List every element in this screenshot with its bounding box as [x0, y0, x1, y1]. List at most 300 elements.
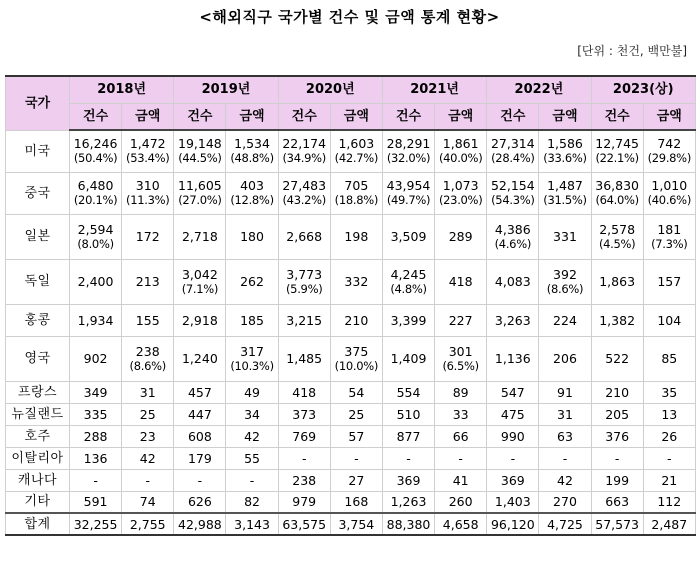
cell-value: 3,042 [181, 266, 218, 282]
cell-value: 172 [135, 229, 160, 244]
header-year: 2023(상) [591, 76, 695, 103]
cell-amount [226, 259, 278, 304]
header-country: 국가 [6, 76, 70, 130]
cell-amount [226, 403, 278, 425]
cell-value: 35 [661, 384, 678, 400]
table-row [6, 381, 696, 403]
cell-value: 23 [139, 428, 156, 444]
cell-amount [330, 491, 382, 513]
cell-amount [122, 513, 174, 535]
cell-value: - [406, 450, 411, 466]
cell-amount [330, 336, 382, 381]
cell-count [487, 381, 539, 403]
cell-value: 2,718 [181, 229, 218, 244]
cell-count [70, 259, 122, 304]
cell-value: 55 [244, 450, 260, 466]
cell-share: (48.8%) [230, 151, 274, 166]
cell-value: 457 [187, 384, 212, 400]
cell-value: 91 [557, 384, 573, 400]
table-row [6, 447, 696, 469]
cell-value: 31 [139, 384, 156, 400]
cell-share: (49.7%) [386, 193, 431, 207]
cell-count [278, 214, 330, 259]
cell-amount [226, 381, 278, 403]
cell-value: 373 [292, 406, 317, 422]
table-row [6, 130, 696, 172]
row-country: 합계 [6, 513, 70, 535]
cell-value: 2,400 [77, 274, 114, 289]
cell-value: 475 [500, 406, 525, 422]
cell-share: (32.0%) [386, 151, 431, 166]
cell-value: 27 [348, 472, 365, 488]
cell-value: 11,605 [178, 178, 222, 193]
row-country: 영국 [6, 336, 70, 381]
cell-amount [643, 491, 695, 513]
table-row [6, 491, 696, 513]
cell-amount [330, 403, 382, 425]
cell-value: 522 [605, 351, 630, 366]
cell-count [487, 259, 539, 304]
cell-value: 392 [553, 266, 577, 282]
cell-count [278, 259, 330, 304]
cell-value: 42 [139, 450, 156, 466]
cell-value: 262 [240, 274, 264, 289]
cell-amount [122, 447, 174, 469]
cell-count [591, 469, 643, 491]
cell-value: 301 [448, 343, 473, 359]
cell-value: - [667, 450, 672, 466]
cell-value: 626 [187, 494, 212, 510]
header-count: 건수 [382, 103, 434, 130]
cell-amount [643, 469, 695, 491]
cell-value: 1,586 [547, 136, 583, 152]
cell-count [278, 425, 330, 447]
cell-value: 1,472 [129, 136, 166, 152]
cell-count [382, 425, 434, 447]
cell-count [278, 469, 330, 491]
table-row [6, 172, 696, 214]
cell-value: 41 [452, 472, 469, 488]
cell-amount [435, 259, 487, 304]
cell-value: 979 [292, 494, 317, 510]
cell-value: 2,578 [599, 221, 636, 237]
cell-amount [330, 425, 382, 447]
cell-count [487, 336, 539, 381]
header-count: 건수 [174, 103, 226, 130]
header-year: 2021년 [382, 76, 486, 103]
unit-note: [단위 : 천건, 백만불] [577, 44, 687, 58]
cell-value: 25 [139, 406, 156, 422]
cell-value: 369 [500, 472, 525, 488]
row-country: 홍콩 [6, 304, 70, 336]
cell-value: - [145, 472, 150, 488]
cell-share: (23.0%) [438, 193, 483, 207]
cell-value: 2,755 [129, 516, 166, 532]
cell-count [382, 336, 434, 381]
cell-amount [330, 447, 382, 469]
cell-value: 16,246 [73, 136, 118, 152]
cell-amount [122, 130, 174, 172]
cell-value: 349 [83, 384, 108, 400]
cell-value: 104 [657, 312, 682, 328]
cell-value: 210 [344, 312, 369, 328]
cell-share: (10.3%) [230, 358, 274, 373]
cell-value: 238 [292, 472, 317, 488]
cell-amount [226, 447, 278, 469]
cell-value: 33 [452, 406, 469, 422]
cell-value: 181 [657, 221, 682, 237]
cell-amount [330, 172, 382, 214]
cell-share: (40.6%) [647, 193, 691, 207]
cell-value: 742 [657, 136, 682, 152]
cell-amount [643, 447, 695, 469]
cell-amount [643, 172, 695, 214]
table-row [6, 513, 696, 535]
table-row [6, 214, 696, 259]
cell-share: (7.1%) [181, 281, 219, 296]
cell-value: 1,603 [338, 136, 375, 152]
cell-share: (50.4%) [73, 151, 118, 166]
cell-count [278, 172, 330, 214]
cell-value: 2,594 [77, 221, 114, 237]
header-year: 2022년 [487, 76, 591, 103]
cell-count [278, 447, 330, 469]
table-body [6, 130, 696, 535]
cell-amount [122, 491, 174, 513]
cell-count [174, 336, 226, 381]
cell-amount [122, 304, 174, 336]
cell-amount [435, 469, 487, 491]
cell-value: 42 [244, 428, 260, 444]
cell-value: 4,245 [390, 266, 427, 282]
cell-value: 34 [244, 406, 260, 422]
cell-count [487, 403, 539, 425]
cell-value: 289 [448, 229, 473, 244]
cell-amount [226, 214, 278, 259]
header-year: 2018년 [70, 76, 174, 103]
cell-value: 36,830 [595, 178, 640, 193]
cell-count [70, 447, 122, 469]
cell-count [487, 130, 539, 172]
cell-value: 1,010 [651, 178, 688, 193]
cell-share: (29.8%) [647, 151, 691, 166]
cell-value: 2,918 [181, 312, 218, 328]
cell-value: 88,380 [386, 516, 431, 532]
cell-count [278, 336, 330, 381]
cell-count [70, 172, 122, 214]
header-count: 건수 [487, 103, 539, 130]
cell-value: 547 [500, 384, 525, 400]
cell-count [174, 214, 226, 259]
cell-value: - [93, 472, 98, 488]
cell-count [278, 304, 330, 336]
cell-value: - [510, 450, 516, 466]
cell-amount [643, 336, 695, 381]
cell-share: (34.9%) [282, 151, 326, 166]
cell-share: (10.0%) [334, 358, 379, 373]
cell-count [70, 130, 122, 172]
cell-value: 331 [553, 229, 577, 244]
cell-value: 375 [344, 343, 369, 359]
cell-count [174, 381, 226, 403]
cell-value: 136 [83, 450, 108, 466]
cell-count [174, 513, 226, 535]
cell-share: (4.5%) [598, 236, 636, 251]
cell-count [174, 469, 226, 491]
cell-count [278, 381, 330, 403]
cell-value: 1,073 [442, 178, 479, 193]
cell-value: 89 [452, 384, 469, 400]
cell-count [278, 491, 330, 513]
cell-value: - [562, 450, 568, 466]
stats-table [5, 75, 696, 536]
cell-share: (20.1%) [73, 193, 118, 207]
cell-amount [539, 336, 591, 381]
cell-value: 63,575 [282, 516, 327, 532]
cell-value: 260 [448, 494, 473, 510]
cell-amount [539, 259, 591, 304]
cell-amount [435, 491, 487, 513]
cell-count [382, 130, 434, 172]
header-amount: 금액 [643, 103, 695, 130]
table-row [6, 469, 696, 491]
cell-value: 63 [557, 428, 573, 444]
cell-count [70, 403, 122, 425]
cell-value: 990 [500, 428, 525, 444]
cell-value: 554 [396, 384, 421, 400]
cell-count [174, 447, 226, 469]
cell-amount [226, 172, 278, 214]
header-amount: 금액 [122, 103, 174, 130]
cell-value: 403 [240, 178, 264, 193]
cell-value: 1,263 [390, 494, 427, 510]
cell-value: - [354, 450, 359, 466]
row-country: 미국 [6, 130, 70, 172]
cell-count [70, 469, 122, 491]
cell-amount [539, 491, 591, 513]
cell-count [70, 214, 122, 259]
cell-count [382, 403, 434, 425]
cell-amount [330, 381, 382, 403]
cell-share: (6.5%) [442, 358, 479, 373]
cell-count [591, 130, 643, 172]
cell-amount [539, 447, 591, 469]
cell-amount [122, 259, 174, 304]
cell-value: 3,509 [390, 229, 427, 244]
cell-amount [330, 304, 382, 336]
cell-value: 902 [83, 351, 108, 366]
cell-amount [435, 425, 487, 447]
header-count: 건수 [591, 103, 643, 130]
cell-value: 608 [187, 428, 212, 444]
cell-value: 31 [557, 406, 573, 422]
table-row [6, 403, 696, 425]
cell-value: - [197, 472, 203, 488]
cell-value: 2,487 [651, 516, 688, 532]
cell-value: 13 [661, 406, 678, 422]
cell-amount [643, 381, 695, 403]
cell-value: 1,409 [390, 351, 427, 366]
cell-count [382, 214, 434, 259]
header-amount: 금액 [330, 103, 382, 130]
cell-value: 28,291 [386, 136, 431, 152]
cell-share: (44.5%) [178, 151, 222, 166]
cell-count [278, 513, 330, 535]
cell-count [591, 447, 643, 469]
cell-count [487, 447, 539, 469]
cell-count [591, 491, 643, 513]
cell-count [591, 403, 643, 425]
cell-count [70, 336, 122, 381]
cell-value: 27,314 [490, 136, 535, 152]
cell-amount [539, 130, 591, 172]
cell-count [382, 381, 434, 403]
cell-amount [122, 469, 174, 491]
cell-value: 1,485 [286, 351, 323, 366]
cell-count [487, 469, 539, 491]
cell-amount [539, 425, 591, 447]
cell-value: 591 [83, 494, 108, 510]
cell-value: 3,143 [234, 516, 270, 532]
cell-value: 210 [605, 384, 630, 400]
cell-count [382, 172, 434, 214]
cell-value: 112 [657, 494, 682, 510]
cell-value: 4,083 [494, 274, 531, 289]
cell-amount [226, 469, 278, 491]
row-country: 독일 [6, 259, 70, 304]
cell-value: 369 [396, 472, 421, 488]
cell-count [591, 214, 643, 259]
cell-count [174, 130, 226, 172]
cell-count [487, 513, 539, 535]
cell-share: (11.3%) [126, 193, 170, 207]
cell-value: 198 [344, 229, 369, 244]
cell-value: 96,120 [490, 516, 535, 532]
cell-count [174, 403, 226, 425]
cell-count [591, 336, 643, 381]
cell-amount [122, 403, 174, 425]
cell-count [591, 259, 643, 304]
cell-count [487, 172, 539, 214]
cell-amount [122, 214, 174, 259]
page-title: <해외직구 국가별 건수 및 금액 통계 현황> [199, 8, 500, 26]
row-country: 뉴질랜드 [6, 403, 70, 425]
cell-amount [539, 469, 591, 491]
cell-value: 1,382 [599, 312, 636, 328]
cell-amount [539, 172, 591, 214]
cell-value: 54 [348, 384, 365, 400]
cell-count [591, 381, 643, 403]
cell-value: - [458, 450, 463, 466]
cell-count [174, 259, 226, 304]
cell-share: (53.4%) [126, 151, 170, 166]
cell-value: 42 [557, 472, 573, 488]
cell-value: 43,954 [386, 178, 431, 193]
cell-value: 26 [661, 428, 678, 444]
cell-value: 32,255 [73, 516, 118, 532]
cell-share: (12.8%) [230, 193, 274, 207]
cell-value: 74 [139, 494, 156, 510]
cell-amount [435, 172, 487, 214]
cell-value: 157 [657, 274, 682, 289]
row-country: 중국 [6, 172, 70, 214]
cell-amount [226, 336, 278, 381]
cell-value: 25 [348, 406, 365, 422]
cell-value: 213 [135, 274, 160, 289]
header-count: 건수 [70, 103, 122, 130]
header-count: 건수 [278, 103, 330, 130]
cell-count [278, 403, 330, 425]
cell-amount [539, 304, 591, 336]
cell-value: 4,386 [494, 221, 531, 237]
cell-value: 4,658 [442, 516, 479, 532]
header-year: 2020년 [278, 76, 382, 103]
cell-share: (42.7%) [334, 151, 379, 166]
cell-count [487, 491, 539, 513]
cell-amount [643, 130, 695, 172]
cell-amount [435, 130, 487, 172]
row-country: 기타 [6, 491, 70, 513]
cell-amount [435, 336, 487, 381]
cell-value: 3,754 [338, 516, 375, 532]
cell-value: 185 [240, 312, 264, 328]
cell-count [591, 513, 643, 535]
cell-amount [330, 214, 382, 259]
cell-value: 335 [83, 406, 108, 422]
cell-value: 4,725 [547, 516, 583, 532]
cell-amount [435, 513, 487, 535]
header-year: 2019년 [174, 76, 278, 103]
cell-amount [643, 259, 695, 304]
row-country: 캐나다 [6, 469, 70, 491]
cell-share: (28.4%) [491, 151, 535, 166]
cell-share: (18.8%) [334, 193, 379, 207]
cell-value: 418 [292, 384, 317, 400]
cell-value: 3,215 [286, 312, 323, 328]
cell-value: 769 [292, 428, 317, 444]
cell-value: 206 [553, 351, 577, 366]
cell-amount [435, 403, 487, 425]
cell-count [174, 491, 226, 513]
cell-value: 180 [240, 229, 264, 244]
cell-value: 3,399 [390, 312, 427, 328]
cell-value: 510 [396, 406, 421, 422]
cell-count [70, 491, 122, 513]
cell-value: 85 [661, 351, 678, 366]
cell-share: (5.9%) [286, 281, 323, 296]
cell-value: 1,863 [599, 274, 636, 289]
row-country: 프랑스 [6, 381, 70, 403]
cell-value: 1,240 [181, 351, 218, 366]
cell-amount [226, 491, 278, 513]
cell-count [70, 425, 122, 447]
cell-amount [539, 513, 591, 535]
cell-amount [122, 381, 174, 403]
cell-amount [122, 425, 174, 447]
cell-count [70, 304, 122, 336]
cell-value: 1,934 [77, 312, 114, 328]
cell-amount [643, 403, 695, 425]
cell-count [174, 425, 226, 447]
cell-value: 376 [605, 428, 630, 444]
cell-value: 2,668 [286, 229, 323, 244]
cell-value: 27,483 [282, 178, 327, 193]
cell-value: 663 [605, 494, 630, 510]
cell-value: 317 [240, 343, 264, 359]
cell-amount [643, 214, 695, 259]
cell-value: 49 [244, 384, 260, 400]
cell-value: 447 [187, 406, 212, 422]
